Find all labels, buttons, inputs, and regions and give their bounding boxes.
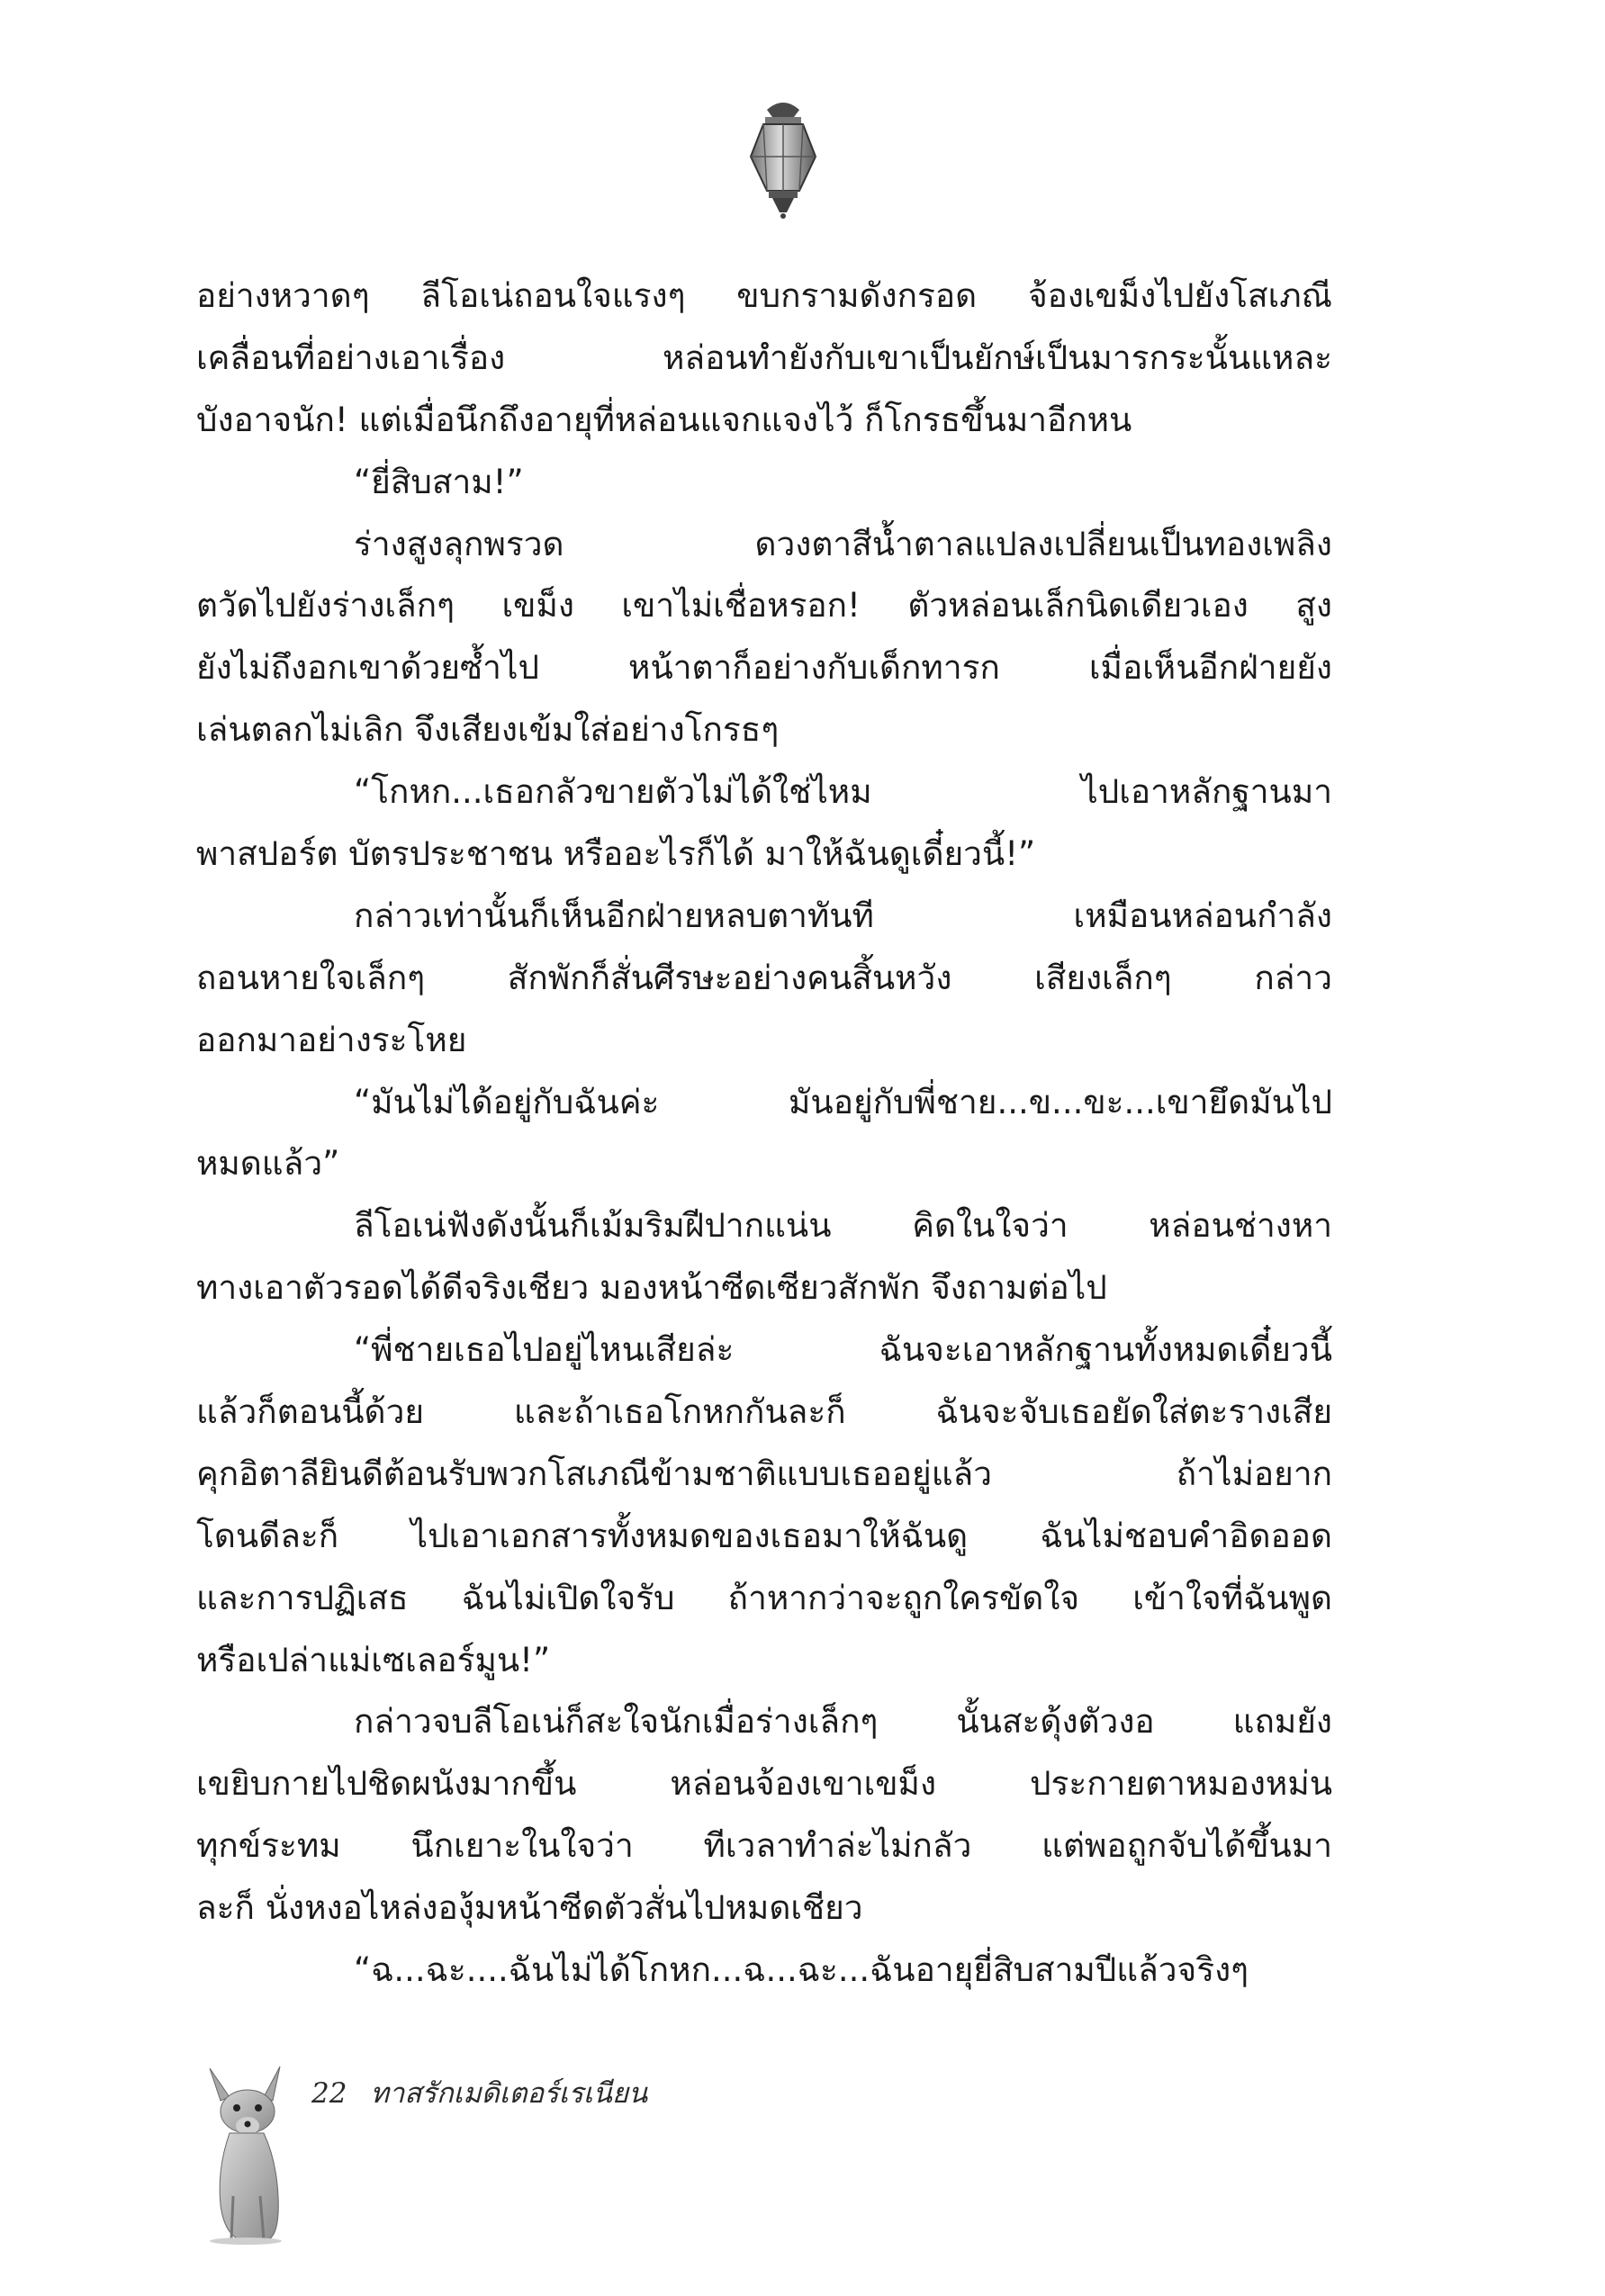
text-line: “ฉ...ฉะ....ฉันไม่ได้โกหก...ฉ...ฉะ...ฉันอายุยี่สิบสามปีแล้วจริงๆ bbox=[354, 1950, 1249, 1990]
text-line: ทุกข์ระทม นึกเยาะในใจว่า ทีเวลาทำล่ะไม่กลัว แต่พอถูกจับได้ขึ้นมา bbox=[196, 1826, 1332, 1866]
body-text bbox=[196, 266, 1332, 2002]
text-line: คุกอิตาลียินดีต้อนรับพวกโสเภณีข้ามชาติแบบเธออยู่แล้ว ถ้าไม่อยาก bbox=[196, 1454, 1332, 1493]
text-line: “พี่ชายเธอไปอยู่ไหนเสียล่ะ ฉันจะเอาหลักฐานทั้งหมดเดี๋ยวนี้ bbox=[354, 1330, 1332, 1370]
text-line: อย่างหวาดๆ ลีโอเน่ถอนใจแรงๆ ขบกรามดังกรอด จ้องเขม็งไปยังโสเภณี bbox=[196, 276, 1332, 315]
text-line: กล่าวจบลีโอเน่ก็สะใจนักเมื่อร่างเล็กๆ นั้นสะดุ้งตัวงอ แถมยัง bbox=[354, 1702, 1332, 1742]
text-line: ลีโอเน่ฟังดังนั้นก็เม้มริมฝีปากแน่น คิดในใจว่า หล่อนช่างหา bbox=[354, 1206, 1332, 1246]
text-line: “มันไม่ได้อยู่กับฉันค่ะ มันอยู่กับพี่ชาย...ข...ขะ...เขายึดมันไป bbox=[354, 1082, 1332, 1121]
text-line: ออกมาอย่างระโหย bbox=[196, 1020, 467, 1059]
text-line: แล้วก็ตอนนี้ด้วย และถ้าเธอโกหกกันละก็ ฉันจะจับเธอยัดใส่ตะรางเสีย bbox=[196, 1392, 1332, 1432]
text-line: หรือเปล่าแม่เซเลอร์มูน!” bbox=[196, 1640, 551, 1679]
text-line: ทางเอาตัวรอดได้ดีจริงเชียว มองหน้าซีดเซียวสักพัก จึงถามต่อไป bbox=[196, 1268, 1107, 1308]
text-line: เขยิบกายไปชิดผนังมากขึ้น หล่อนจ้องเขาเขม็ง ประกายตาหมองหม่น bbox=[196, 1764, 1332, 1804]
text-line: กล่าวเท่านั้นก็เห็นอีกฝ่ายหลบตาทันที เหมือนหล่อนกำลัง bbox=[354, 896, 1332, 935]
text-line: เล่นตลกไม่เลิก จึงเสียงเข้มใส่อย่างโกรธๆ bbox=[196, 710, 780, 750]
text-line: “โกหก...เธอกลัวขายตัวไม่ได้ใช่ไหม ไปเอาหลักฐานมา bbox=[354, 772, 1332, 812]
text-line: ถอนหายใจเล็กๆ สักพักก็สั่นศีรษะอย่างคนสิ้นหวัง เสียงเล็กๆ กล่าว bbox=[196, 958, 1332, 997]
text-line: ยังไม่ถึงอกเขาด้วยซ้ำไป หน้าตาก็อย่างกับเด็กทารก เมื่อเห็นอีกฝ่ายยัง bbox=[196, 648, 1332, 688]
text-line: หมดแล้ว” bbox=[196, 1144, 340, 1184]
text-line: ร่างสูงลุกพรวด ดวงตาสีน้ำตาลแปลงเปลี่ยนเป็นทองเพลิง bbox=[354, 524, 1332, 563]
book-title: ทาสรักเมดิเตอร์เรเนียน bbox=[370, 2077, 648, 2110]
text-line: โดนดีละก็ ไปเอาเอกสารทั้งหมดของเธอมาให้ฉันดู ฉันไม่ชอบคำอิดออด bbox=[196, 1516, 1332, 1555]
text-line: ละก็ นั่งหงอไหล่งองุ้มหน้าซีดตัวสั่นไปหมดเชียว bbox=[196, 1888, 863, 1928]
page-number: 22 bbox=[311, 2077, 347, 2110]
lantern-ornament-icon bbox=[740, 97, 826, 220]
text-line: ตวัดไปยังร่างเล็กๆ เขม็ง เขาไม่เชื่อหรอก! ตัวหล่อนเล็กนิดเดียวเอง สูง bbox=[196, 586, 1332, 626]
text-line: เคลื่อนที่อย่างเอาเรื่อง หล่อนทำยังกับเขาเป็นยักษ์เป็นมารกระนั้นแหละ bbox=[196, 338, 1332, 377]
text-line: “ยี่สิบสาม!” bbox=[354, 462, 524, 501]
chihuahua-icon bbox=[194, 2061, 300, 2246]
page-footer bbox=[311, 2070, 647, 2117]
text-line: พาสปอร์ต บัตรประชาชน หรืออะไรก็ได้ มาให้ฉันดูเดี๋ยวนี้!” bbox=[196, 834, 1036, 874]
text-line: และการปฏิเสธ ฉันไม่เปิดใจรับ ถ้าหากว่าจะถูกใครขัดใจ เข้าใจที่ฉันพูด bbox=[196, 1578, 1332, 1617]
text-line: บังอาจนัก! แต่เมื่อนึกถึงอายุที่หล่อนแจกแจงไว้ ก็โกรธขึ้นมาอีกหน bbox=[196, 400, 1132, 439]
